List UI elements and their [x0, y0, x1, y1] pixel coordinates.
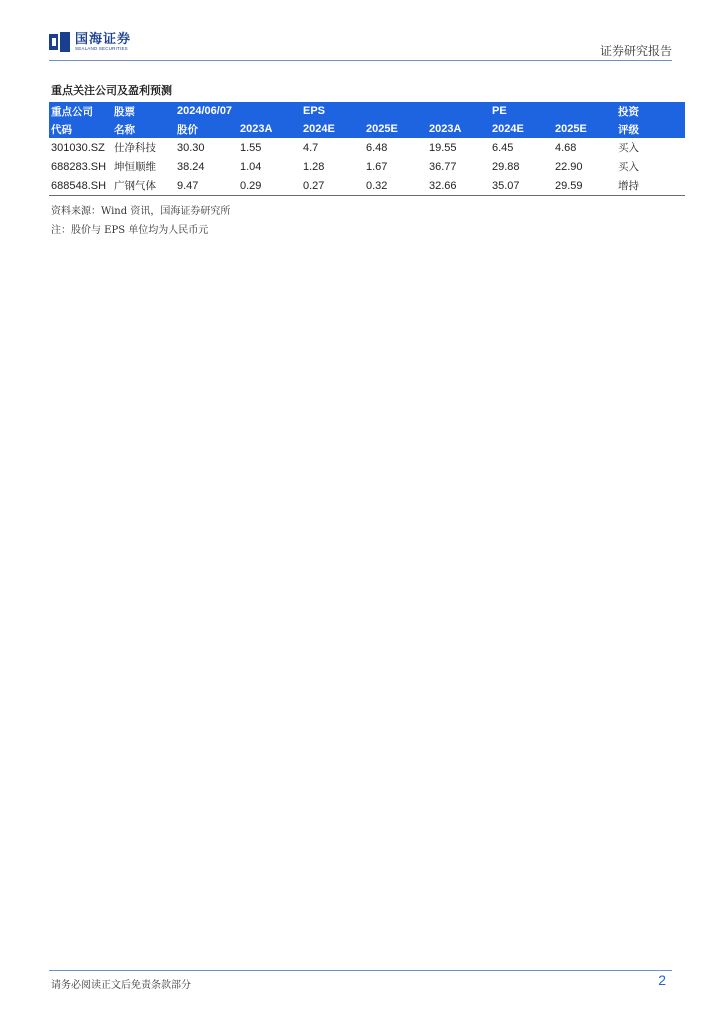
table-cell: 1.67: [366, 160, 388, 173]
header-cell: [238, 102, 301, 120]
table-cell: 1.55: [240, 141, 262, 154]
header-cell: 2024E: [303, 123, 335, 135]
table-cell: 35.07: [490, 176, 553, 196]
disclaimer-text: 请务必阅读正文后免责条款部分: [51, 980, 191, 991]
header-cell: 股价: [177, 123, 198, 136]
header-cell: [364, 102, 427, 120]
header-cell: 名称: [114, 123, 135, 136]
header-cell: 2024E: [492, 123, 524, 135]
table-cell: 坤恒顺维: [114, 161, 156, 173]
table-cell: 688283.SH: [51, 160, 107, 173]
table-cell: 29.59: [553, 176, 616, 196]
table-cell: 29.88: [492, 160, 520, 173]
company-logo: [49, 32, 131, 52]
table-cell: 4.7: [303, 141, 319, 154]
table-cell: 4.68: [555, 141, 577, 154]
forecast-table: [49, 102, 685, 196]
table-row: [49, 138, 685, 157]
page-number: 2: [658, 972, 666, 988]
header-cell: 评级: [618, 123, 639, 136]
table-row: [49, 176, 685, 196]
table-cell: 9.47: [175, 176, 238, 196]
table-cell: 36.77: [429, 160, 457, 173]
header-divider: [49, 60, 672, 61]
header-cell: 代码: [51, 123, 72, 136]
header-cell: EPS: [303, 105, 326, 117]
logo-mark-icon: [49, 32, 71, 52]
source-note: 资料来源：Wind 资讯，国海证券研究所: [51, 206, 231, 217]
header-cell: [553, 102, 616, 120]
table-header-row-2: [49, 120, 685, 138]
table-cell: 6.45: [492, 141, 514, 154]
table-row: [49, 157, 685, 176]
table-header-row-1: [49, 102, 685, 120]
header-cell: 2025E: [555, 123, 587, 135]
header-cell: 股票: [114, 105, 135, 118]
table-cell: 30.30: [177, 141, 205, 154]
table-cell: 0.29: [238, 176, 301, 196]
table-cell: 0.32: [364, 176, 427, 196]
table-cell: 32.66: [427, 176, 490, 196]
unit-note: 注：股价与 EPS 单位均为人民币元: [51, 225, 209, 236]
header-cell: 2024/06/07: [177, 105, 233, 117]
table-cell: 19.55: [429, 141, 457, 154]
section-title: 重点关注公司及盈利预测: [51, 85, 172, 97]
table-cell: 1.28: [303, 160, 325, 173]
header-cell: PE: [492, 105, 507, 117]
header-cell: 2025E: [366, 123, 398, 135]
report-type-label: 证券研究报告: [599, 44, 672, 58]
header-cell: 重点公司: [51, 105, 93, 118]
table-cell: 买入: [618, 161, 639, 173]
table-cell: 22.90: [555, 160, 583, 173]
table-cell: 688548.SH: [49, 176, 112, 196]
table-cell: 1.04: [240, 160, 262, 173]
header-cell: 2023A: [240, 123, 273, 135]
table-cell: 增持: [616, 176, 685, 196]
logo-name-en: SEALAND SECURITIES: [75, 46, 128, 51]
table-cell: 仕净科技: [114, 142, 156, 154]
header-cell: [427, 102, 490, 120]
table-cell: 6.48: [366, 141, 388, 154]
footer-divider: [49, 970, 672, 971]
forecast-table-container: [49, 102, 685, 196]
logo-name-cn: 国海证券: [75, 31, 132, 46]
table-cell: 38.24: [177, 160, 205, 173]
header-cell: 2023A: [429, 123, 462, 135]
table-cell: 0.27: [301, 176, 364, 196]
table-cell: 广钢气体: [112, 176, 175, 196]
header-cell: 投资: [618, 105, 639, 118]
table-cell: 买入: [618, 142, 639, 154]
table-cell: 301030.SZ: [51, 141, 105, 154]
